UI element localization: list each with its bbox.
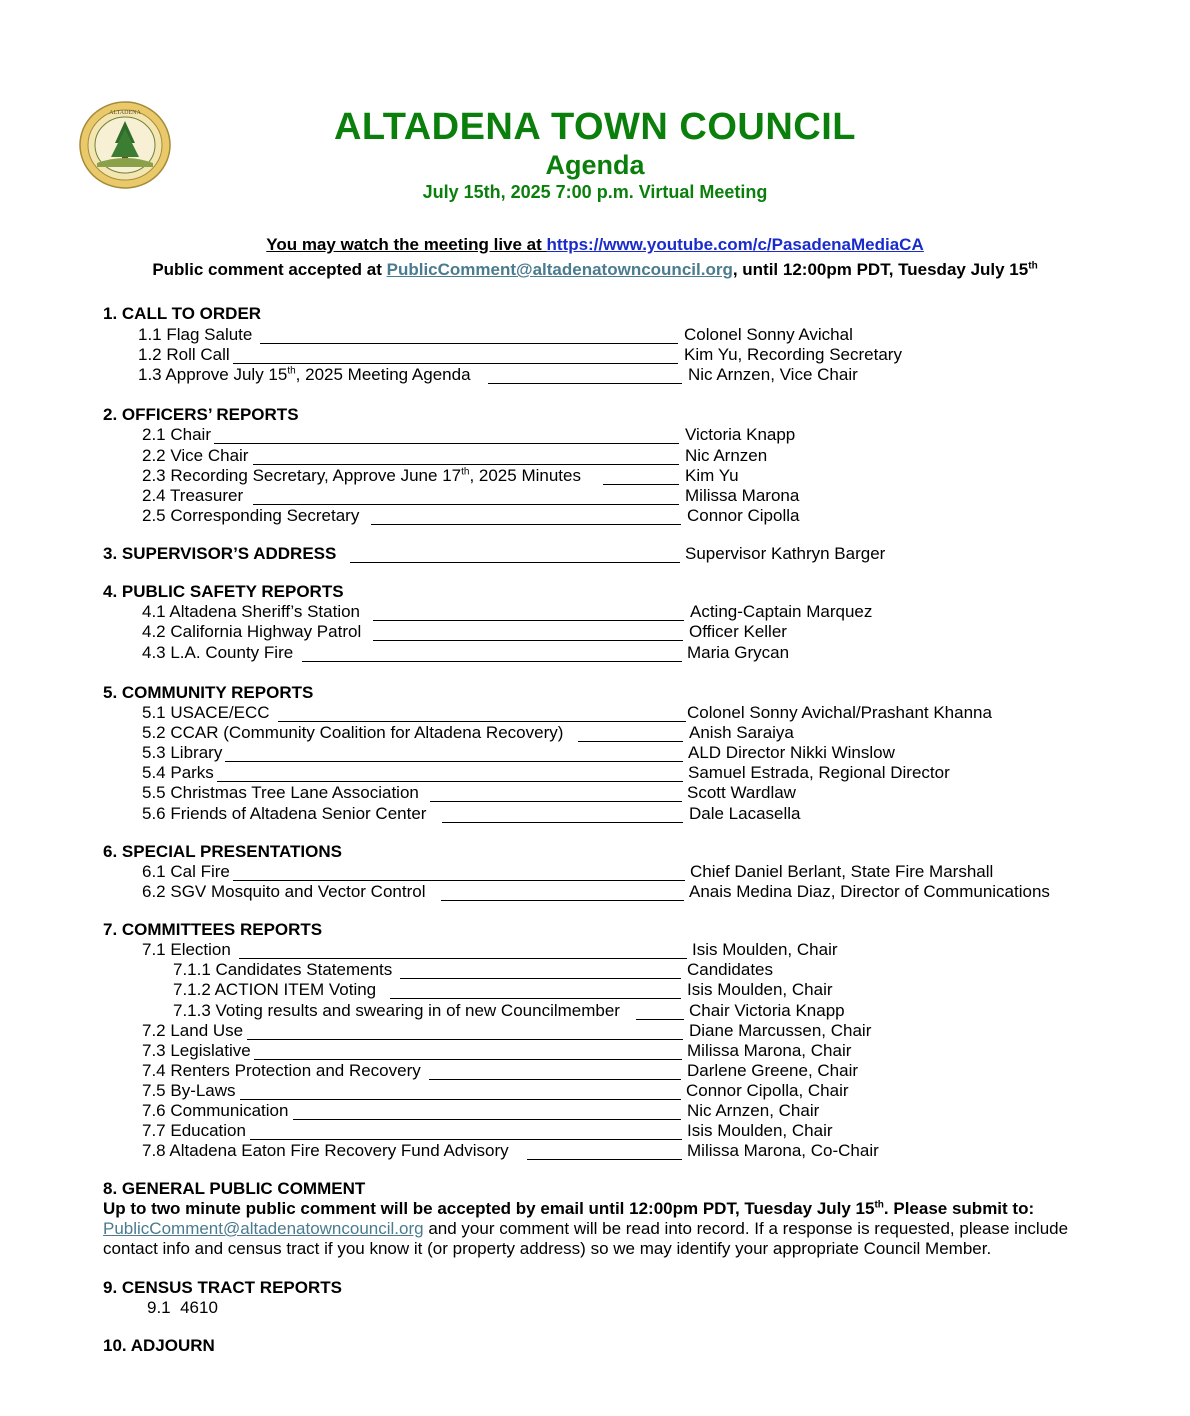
- agenda-item-presenter: Chief Daniel Berlant, State Fire Marshall: [690, 862, 994, 881]
- leader-line: [430, 801, 682, 802]
- agenda-item-label: 7.1.3 Voting results and swearing in of new Councilmember: [173, 1001, 620, 1020]
- census-tract-item: 9.1 4610: [147, 1298, 218, 1317]
- general-comment-bold-b: . Please submit to:: [883, 1199, 1035, 1218]
- agenda-item-label: 4.2 California Highway Patrol: [142, 622, 362, 641]
- leader-line: [488, 383, 682, 384]
- agenda-item-label: 1.2 Roll Call: [138, 345, 230, 364]
- section-census-tract-reports: 9. CENSUS TRACT REPORTS: [103, 1278, 342, 1297]
- agenda-item-presenter: Acting-Captain Marquez: [690, 602, 873, 621]
- agenda-item-label: 5.3 Library: [142, 743, 223, 762]
- section-call-to-order: 1. CALL TO ORDER: [103, 304, 262, 323]
- leader-line: [293, 1119, 681, 1120]
- agenda-item-label-b: , 2025 Minutes: [469, 466, 581, 485]
- section-officers-reports: 2. OFFICERS’ REPORTS: [103, 405, 299, 424]
- section-public-safety-reports: 4. PUBLIC SAFETY REPORTS: [103, 582, 344, 601]
- agenda-item-label: 5.5 Christmas Tree Lane Association: [142, 783, 419, 802]
- agenda-item-label: 4.1 Altadena Sheriff’s Station: [142, 602, 361, 621]
- agenda-item-presenter: ALD Director Nikki Winslow: [688, 743, 895, 762]
- agenda-item-label: 7.5 By-Laws: [142, 1081, 236, 1100]
- agenda-item-presenter: Isis Moulden, Chair: [687, 1121, 833, 1140]
- agenda-item-presenter: Samuel Estrada, Regional Director: [688, 763, 950, 782]
- public-comment-email-link[interactable]: PublicComment@altadenatowncouncil.org: [386, 260, 733, 279]
- agenda-item-label: 2.4 Treasurer: [142, 486, 244, 505]
- leader-line: [217, 781, 683, 782]
- agenda-item-label: 4.3 L.A. County Fire: [142, 643, 294, 662]
- agenda-item-label: 5.2 CCAR (Community Coalition for Altadena Recovery): [142, 723, 564, 742]
- leader-line: [441, 900, 684, 901]
- agenda-item-label-b: , 2025 Meeting Agenda: [295, 365, 471, 384]
- agenda-item-presenter: Victoria Knapp: [685, 425, 796, 444]
- agenda-item-presenter: Milissa Marona: [685, 486, 800, 505]
- agenda-item-presenter: Darlene Greene, Chair: [687, 1061, 859, 1080]
- youtube-link[interactable]: https://www.youtube.com/c/PasadenaMediaCA: [546, 235, 924, 254]
- leader-line: [250, 1139, 682, 1140]
- page-title: ALTADENA TOWN COUNCIL: [333, 106, 857, 148]
- leader-line: [373, 620, 684, 621]
- agenda-item-presenter: Kim Yu: [685, 466, 739, 485]
- leader-line: [225, 761, 683, 762]
- agenda-item-label: 7.1 Election: [142, 940, 231, 959]
- agenda-item-presenter: Nic Arnzen, Vice Chair: [688, 365, 858, 384]
- agenda-item-label: 6.1 Cal Fire: [142, 862, 230, 881]
- agenda-item-label: 7.8 Altadena Eaton Fire Recovery Fund Advisory: [142, 1141, 509, 1160]
- agenda-item-label: 7.2 Land Use: [142, 1021, 244, 1040]
- agenda-item-presenter: Isis Moulden, Chair: [692, 940, 838, 959]
- leader-line: [373, 640, 683, 641]
- agenda-item-presenter: Nic Arnzen, Chair: [687, 1101, 820, 1120]
- public-comment-prefix: Public comment accepted at: [152, 260, 387, 279]
- agenda-item-sup: th: [461, 466, 470, 478]
- section-supervisors-address: 3. SUPERVISOR’S ADDRESS: [103, 544, 337, 563]
- general-comment-paragraph: [103, 1199, 1103, 1259]
- agenda-item-presenter: Chair Victoria Knapp: [689, 1001, 845, 1020]
- agenda-item-label: 7.3 Legislative: [142, 1041, 251, 1060]
- leader-line: [233, 880, 685, 881]
- public-comment-sup: th: [1028, 260, 1038, 272]
- leader-line: [214, 443, 679, 444]
- leader-line: [253, 504, 679, 505]
- leader-line: [233, 363, 678, 364]
- section-adjourn: 10. ADJOURN: [103, 1336, 215, 1355]
- leader-line: [350, 562, 680, 563]
- general-comment-rest: and your comment will be read into record. If a response is requested, please include contact info and census tract if you know it (or property address) so we may identify your appropriate Council Member.: [103, 1219, 1069, 1258]
- agenda-item-presenter: Colonel Sonny Avichal/Prashant Khanna: [687, 703, 992, 722]
- leader-line: [578, 741, 683, 742]
- svg-text:ALTADENA: ALTADENA: [109, 110, 141, 116]
- agenda-item-label: 7.4 Renters Protection and Recovery: [142, 1061, 421, 1080]
- general-comment-email-link[interactable]: PublicComment@altadenatowncouncil.org: [103, 1219, 424, 1238]
- agenda-item-label: 7.1.1 Candidates Statements: [173, 960, 393, 979]
- leader-line: [390, 998, 681, 999]
- section-committees-reports: 7. COMMITTEES REPORTS: [103, 920, 323, 939]
- agenda-item-label: 7.6 Communication: [142, 1101, 289, 1120]
- agenda-item-label: 5.4 Parks: [142, 763, 214, 782]
- public-comment-line: [0, 260, 1190, 280]
- agenda-item-sup: th: [287, 365, 296, 377]
- agenda-item-presenter: Kim Yu, Recording Secretary: [684, 345, 902, 364]
- agenda-item-label: 1.1 Flag Salute: [138, 325, 253, 344]
- agenda-item-label: 5.6 Friends of Altadena Senior Center: [142, 804, 427, 823]
- leader-line: [260, 343, 678, 344]
- agenda-item-presenter: Colonel Sonny Avichal: [684, 325, 853, 344]
- leader-line: [527, 1159, 682, 1160]
- agenda-item-label: 2.1 Chair: [142, 425, 211, 444]
- meeting-dateline: July 15th, 2025 7:00 p.m. Virtual Meeting: [422, 182, 768, 202]
- leader-line: [253, 464, 679, 465]
- agenda-item-presenter: Anish Saraiya: [689, 723, 794, 742]
- agenda-item-label: 2.5 Corresponding Secretary: [142, 506, 360, 525]
- agenda-item-presenter: Diane Marcussen, Chair: [689, 1021, 872, 1040]
- agenda-item-label: [138, 365, 471, 385]
- agenda-item-presenter: Scott Wardlaw: [687, 783, 796, 802]
- agenda-item-presenter: Officer Keller: [689, 622, 787, 641]
- agenda-item-presenter: Connor Cipolla: [687, 506, 800, 525]
- leader-line: [603, 484, 679, 485]
- general-comment-sup: th: [874, 1199, 884, 1211]
- agenda-item-label: 5.1 USACE/ECC: [142, 703, 270, 722]
- agenda-item-label: 7.7 Education: [142, 1121, 246, 1140]
- agenda-item-presenter: Nic Arnzen: [685, 446, 768, 465]
- agenda-item-label-a: 2.3 Recording Secretary, Approve June 17: [142, 466, 462, 485]
- section-special-presentations: 6. SPECIAL PRESENTATIONS: [103, 842, 342, 861]
- public-comment-suffix: , until 12:00pm PDT, Tuesday July 15: [732, 260, 1029, 279]
- agenda-item-presenter: Connor Cipolla, Chair: [686, 1081, 849, 1100]
- section-community-reports: 5. COMMUNITY REPORTS: [103, 683, 314, 702]
- agenda-item-presenter: Milissa Marona, Chair: [687, 1041, 852, 1060]
- leader-line: [239, 958, 687, 959]
- leader-line: [442, 822, 683, 823]
- agenda-item-presenter: Dale Lacasella: [689, 804, 801, 823]
- agenda-item-label: 2.2 Vice Chair: [142, 446, 249, 465]
- leader-line: [254, 1059, 682, 1060]
- leader-line: [636, 1019, 684, 1020]
- agenda-item-label: [142, 466, 581, 486]
- leader-line: [240, 1099, 681, 1100]
- leader-line: [429, 1079, 681, 1080]
- general-comment-bold-a: Up to two minute public comment will be accepted by email until 12:00pm PDT, Tuesday July 15: [103, 1199, 875, 1218]
- leader-line: [400, 978, 681, 979]
- leader-line: [371, 524, 681, 525]
- watch-live-line: [0, 235, 1190, 255]
- agenda-item-presenter: Candidates: [687, 960, 774, 979]
- agenda-item-presenter: Anais Medina Diaz, Director of Communications: [689, 882, 1050, 901]
- agenda-item-label: 7.1.2 ACTION ITEM Voting: [173, 980, 377, 999]
- watch-live-text: You may watch the meeting live at: [266, 235, 547, 254]
- leader-line: [247, 1039, 683, 1040]
- agenda-item-presenter: Supervisor Kathryn Barger: [685, 544, 886, 563]
- agenda-item-label-a: 1.3 Approve July 15: [138, 365, 288, 384]
- page-subtitle: Agenda: [545, 150, 645, 180]
- leader-line: [278, 721, 686, 722]
- leader-line: [302, 661, 682, 662]
- agenda-item-presenter: Milissa Marona, Co-Chair: [687, 1141, 879, 1160]
- agenda-item-presenter: Maria Grycan: [687, 643, 790, 662]
- agenda-item-label: 6.2 SGV Mosquito and Vector Control: [142, 882, 426, 901]
- agenda-item-presenter: Isis Moulden, Chair: [687, 980, 833, 999]
- section-general-public-comment: 8. GENERAL PUBLIC COMMENT: [103, 1179, 366, 1198]
